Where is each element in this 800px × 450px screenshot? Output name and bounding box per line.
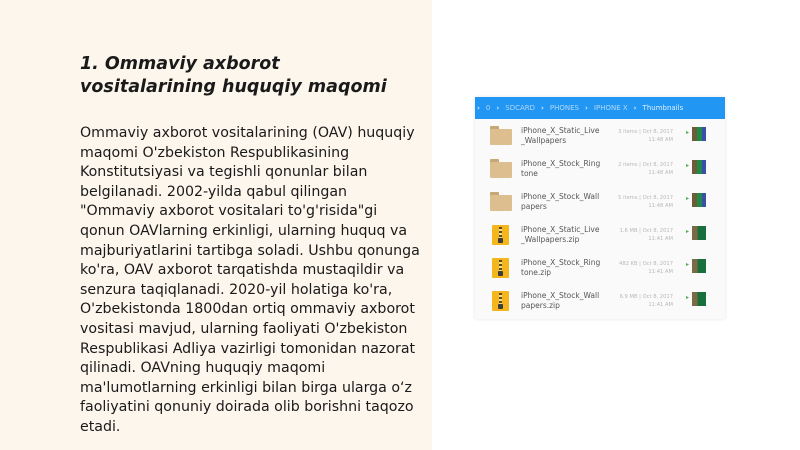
thumbnail-icon [692, 160, 706, 174]
file-name: iPhone_X_Static_Live_Wallpapers [521, 126, 600, 145]
file-meta: 3 items | Oct 8, 2017 11:48 AM [618, 129, 673, 143]
list-item[interactable] [475, 152, 725, 185]
breadcrumb-item[interactable]: SDCARD [505, 104, 536, 112]
file-meta: 5 items | Oct 8, 2017 11:48 AM [618, 195, 673, 209]
file-name: iPhone_X_Stock_Wallpapers [521, 192, 600, 211]
expand-arrow-icon: ▸ [686, 195, 690, 202]
expand-arrow-icon: ▸ [686, 129, 690, 136]
file-meta: 482 KB | Oct 8, 2017 11:41 AM [619, 261, 673, 275]
thumbnail-icon [692, 292, 706, 306]
breadcrumb-item[interactable]: PHONES [549, 104, 580, 112]
file-manager-screenshot [475, 97, 725, 319]
thumbnail-icon [692, 127, 706, 141]
zip-file-icon [490, 258, 512, 277]
expand-arrow-icon: ▸ [686, 261, 690, 268]
slide-heading: 1. Ommaviy axborot vositalarining huquqiy maqomi [80, 54, 387, 97]
breadcrumb-item[interactable]: 0 [485, 104, 491, 112]
list-item[interactable] [475, 119, 725, 152]
file-name: iPhone_X_Static_Live_Wallpapers.zip [521, 225, 600, 244]
breadcrumb: › 0 › SDCARD › PHONES › IPHONE X › Thumbnails [475, 97, 725, 119]
thumbnail-icon [692, 259, 706, 273]
zip-file-icon [490, 291, 512, 310]
breadcrumb-item[interactable]: Thumbnails [642, 104, 684, 112]
slide-body-text: Ommaviy axborot vositalarining (OAV) huquqiy maqomi O'zbekiston Respublikasining Konstitutsiyasi va tegishli qonunlar bilan belgilanadi. 2002-yilda qabul qilingan "Ommaviy axborot vositalari to'g'risida"gi qonun OAVlarning erkinligi, ularning huquq va majburiyatlarini tartibga soladi. Ushbu qonunga ko'ra, OAV axborot tarqatishda mustaqildir va senzura taqiqlanadi. 2020-yil holatiga ko'ra, O'zbekistonda 1800dan ortiq ommaviy axborot vositasi mavjud, ularning faoliyati O'zbekiston Respublikasi Adliya vazirligi tomonidan nazorat qilinadi. OAVning huquqiy maqomi ma'lumotlarning erkinligi bilan birga ularga o‘z faoliyatini qonuniy doirada olib borishni taqozo etadi. [80, 125, 420, 435]
breadcrumb-item[interactable]: IPHONE X [593, 104, 628, 112]
file-name: iPhone_X_Stock_Ringtone.zip [521, 258, 601, 277]
thumbnail-icon [692, 193, 706, 207]
expand-arrow-icon: ▸ [686, 228, 690, 235]
list-item[interactable] [475, 218, 725, 251]
file-list [475, 119, 725, 317]
expand-arrow-icon: ▸ [686, 294, 690, 301]
list-item[interactable] [475, 185, 725, 218]
file-meta: 6.9 MB | Oct 8, 2017 11:41 AM [619, 294, 673, 308]
zip-file-icon [490, 225, 512, 244]
folder-icon [490, 159, 512, 178]
folder-icon [490, 126, 512, 145]
file-name: iPhone_X_Stock_Wallpapers.zip [521, 291, 600, 310]
file-meta: 2 items | Oct 8, 2017 11:48 AM [618, 162, 673, 176]
folder-icon [490, 192, 512, 211]
thumbnail-icon [692, 226, 706, 240]
expand-arrow-icon: ▸ [686, 162, 690, 169]
list-item[interactable] [475, 251, 725, 284]
file-meta: 1.6 MB | Oct 8, 2017 11:41 AM [619, 228, 673, 242]
list-item[interactable] [475, 284, 725, 317]
file-name: iPhone_X_Stock_Ringtone [521, 159, 601, 178]
